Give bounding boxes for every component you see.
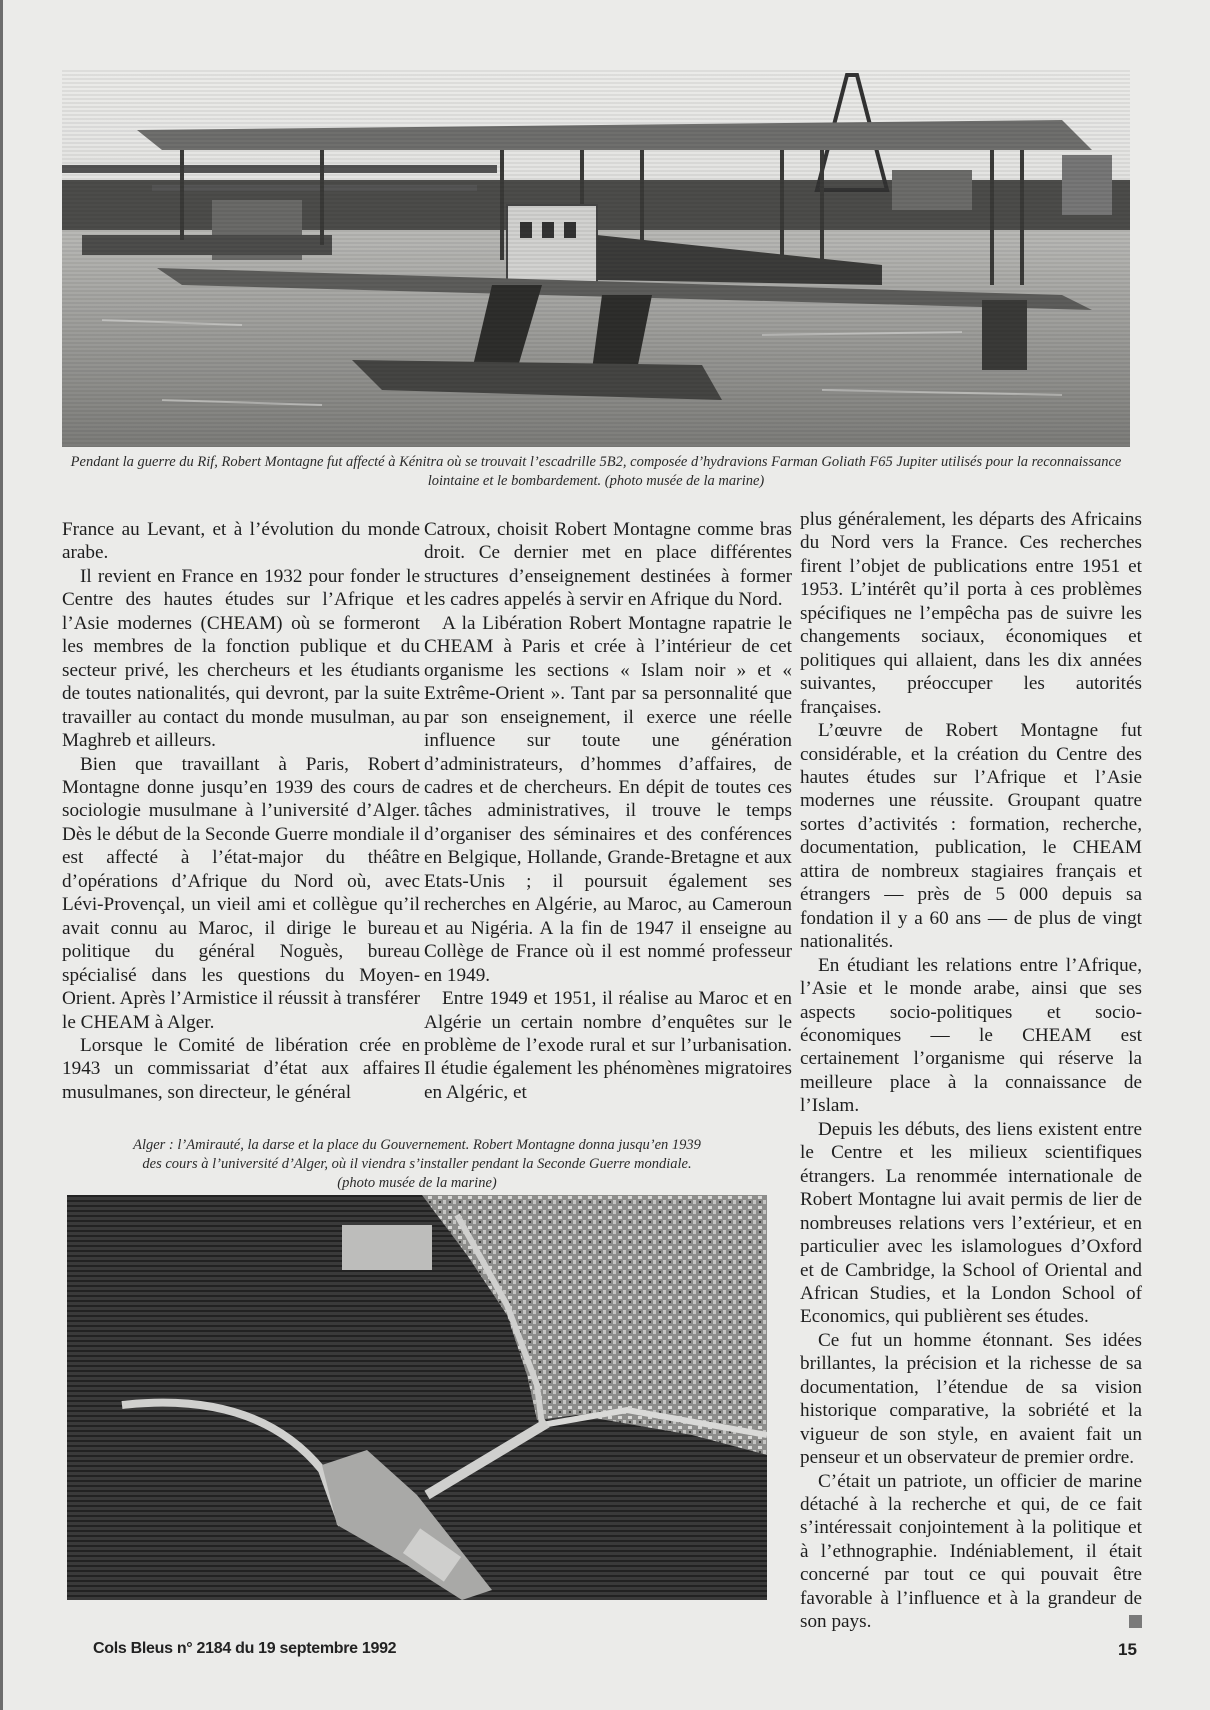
paragraph: En étudiant les relations entre l’Afrique, l’Asie et le monde arabe, ainsi que ses aspects socio-politiques et socio-économiques — le CHEAM est certainement l’organisme qui réserve la meilleure place à la connaissance de l’Islam. [800,954,1142,1117]
article-column-2 [424,518,792,1104]
publication-footer: Cols Bleus n° 2184 du 19 septembre 1992 [93,1640,397,1657]
article-column-1 [62,518,420,1104]
page-number: 15 [1118,1640,1137,1659]
paragraph: plus généralement, les départs des Africains du Nord vers la France. Ces recherches firent l’objet de publications entre 1951 et 1953. L’intérêt qu’il porta à ces problèmes spécifiques ne l’empêcha pas de suivre les changements sociaux, économiques et politiques qui allaient, dans les dix années suivantes, préoccuper les autorités françaises. [800,509,1142,718]
caption-line: (photo musée de la marine) [337,1175,497,1191]
square-end-mark-icon [1129,1615,1142,1628]
paragraph: Depuis les débuts, des liens existent entre le Centre et les milieux scientifiques étrangers. La renommée internationale de Robert Montagne lui avait permis de lier de nombreuses relations vers l’extérieur, et en particulier avec les islamologues d’Oxford et de Cambridge, la School of Oriental and African Studies, et la London School of Economics, qui publièrent ses études. [800,1118,1142,1328]
paragraph-text: C’était un patriote, un officier de marine détaché à la recherche et qui, de ce fait s’intéressait conjointement à la politique et à l’ethnographie. Indéniablement, il était concerné par tout ce qui pouvait être favorable à l’influence et à la grandeur de son pays. [800,1470,1142,1633]
paragraph: Entre 1949 et 1951, il réalise au Maroc et en Algérie un certain nombre d’enquêtes sur le problème de l’exode rural et sur l’urbanisation. Il étudie également les phénomènes migratoires en Algéric, et [424,988,792,1103]
alger-aerial-photo [67,1195,767,1600]
seaplanes-image [62,70,1130,447]
paragraph: Lorsque le Comité de libération crée en 1943 un commissariat d’état aux affaires musulmanes, son directeur, le général [62,1034,420,1103]
paragraph: A la Libération Robert Montagne rapatrie le CHEAM à Paris et crée à l’intérieur de cet organisme les sections « Islam noir » et « Extrême-Orient ». Tant par sa personnalité que par son enseignement, il exerce une réelle influence sur toute une génération d’administrateurs, d’hommes d’affaires, de cadres et de chercheurs. En dépit de toutes ces tâches administratives, il trouve le temps d’organiser des séminaires et des conférences en Belgique, Hollande, Grande-Bretagne et aux Etats-Unis ; il poursuit également ses recherches en Algérie, au Maroc, au Cameroun et au Nigéria. A la fin de 1947 il enseigne au Collège de France où il est nommé professeur en 1949. [424,612,792,986]
alger-aerial-image [67,1195,767,1600]
paragraph: Bien que travaillant à Paris, Robert Montagne donne jusqu’en 1939 des cours de sociologie musulmane à l’université d’Alger. Dès le début de la Seconde Guerre mondiale il est affecté à l’état-major du théâtre d’opérations d’Afrique du Nord où, avec Lévi-Provençal, un vieil ami et collègue qu’il avait connu au Maroc, il dirige le bureau politique du général Noguès, bureau spécialisé dans les questions du Moyen-Orient. Après l’Armistice il réussit à transférer le CHEAM à Alger. [62,753,420,1033]
seaplanes-caption: Pendant la guerre du Rif, Robert Montagne fut affecté à Kénitra où se trouvait l’escadrille 5B2, composée d’hydravions Farman Goliath F65 Jupiter utilisés pour la reconnaissance lointaine et le bombardement. (photo musée de la marine) [70,454,1122,489]
caption-line: Alger : l’Amirauté, la darse et la place du Gouvernement. Robert Montagne donna jusqu’en 1939 [133,1137,701,1153]
scan-edge [0,0,3,1710]
alger-caption [62,1136,772,1193]
paragraph-final [800,1470,1142,1634]
article-column-3 [800,508,1142,1634]
paragraph: Catroux, choisit Robert Montagne comme bras droit. Ce dernier met en place différentes structures d’enseignement destinées à former les cadres appelés à servir en Afrique du Nord. [424,519,792,611]
paragraph: Il revient en France en 1932 pour fonder le Centre des hautes études sur l’Afrique et l’Asie modernes (CHEAM) où se formeront les membres de la fonction publique et du secteur privé, les chercheurs et les étudiants de toutes nationalités, qui devront, par la suite travailler au contact du monde musulman, au Maghreb et ailleurs. [62,565,420,752]
seaplanes-photo [62,70,1130,447]
caption-line: des cours à l’université d’Alger, où il viendra s’installer pendant la Seconde Guerre mondiale. [142,1156,692,1172]
paragraph: France au Levant, et à l’évolution du monde arabe. [62,519,420,564]
paragraph: L’œuvre de Robert Montagne fut considérable, et la création du Centre des hautes études sur l’Afrique et l’Asie modernes une réussite. Groupant quatre sortes d’activités : formation, recherche, documentation, publication, le CHEAM attira de nombreux stagiaires français et étrangers — près de 5 000 depuis sa fondation il y a 60 ans — de plus de vingt nationalités. [800,720,1142,953]
paragraph: Ce fut un homme étonnant. Ses idées brillantes, la précision et la richesse de sa documentation, l’étendue de sa vision historique comparative, la sobriété et la vigueur de son style, en avaient fait un penseur et un observateur de premier ordre. [800,1329,1142,1469]
